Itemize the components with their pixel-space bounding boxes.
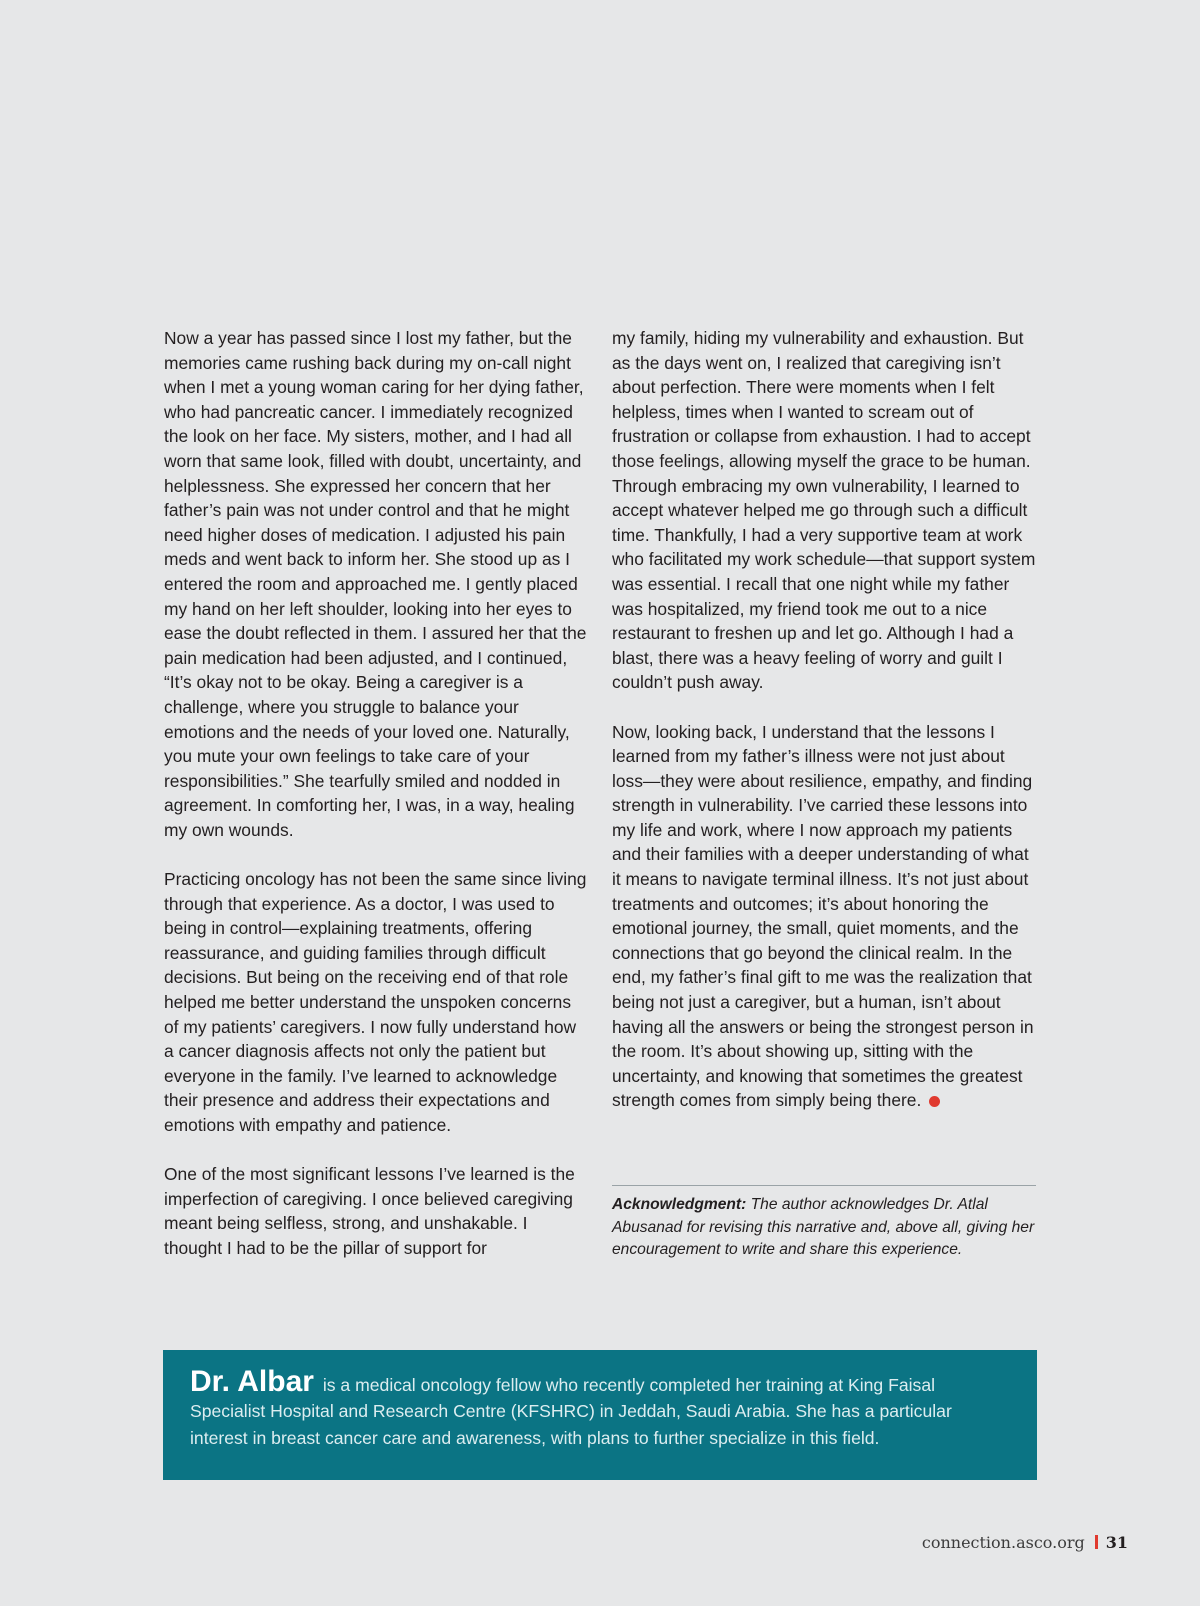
footer-site-url: connection.asco.org (921, 1533, 1085, 1552)
article-paragraph-final (612, 720, 1036, 1114)
article-paragraph: my family, hiding my vulnerability and exhaustion. But as the days went on, I realized that caregiving isn’t about perfection. There were moments when I felt helpless, times when I wanted to scream out of frustration or collapse from exhaustion. I had to accept those feelings, allowing myself the grace to be human. Through embracing my own vulnerability, I learned to accept whatever helped me go through such a difficult time. Thankfully, I had a very supportive team at work who facilitated my work schedule—that support system was essential. I recall that one night while my father was hospitalized, my friend took me out to a nice restaurant to freshen up and let go. Although I had a blast, there was a heavy feeling of worry and guilt I couldn’t push away. (612, 328, 1036, 693)
article-paragraph: One of the most significant lessons I’ve learned is the imperfection of caregiving. I once believed caregiving meant being selfless, strong, and unshakable. I thought I had to be the pillar of support for (164, 1164, 575, 1258)
article-paragraph: Practicing oncology has not been the same since living through that experience. As a doctor, I was used to being in control—explaining treatments, offering reassurance, and guiding families through difficult decisions. But being on the receiving end of that role helped me better understand the unspoken concerns of my patients’ caregivers. I now fully understand how a cancer diagnosis affects not only the patient but everyone in the family. I’ve learned to acknowledge their presence and address their expectations and emotions with empathy and patience. (164, 869, 587, 1135)
acknowledgment (612, 1194, 1036, 1262)
acknowledgment-text: The author acknowledges Dr. Atlal Abusanad for revising this narrative and, above all, giving her encouragement to write and share this experience. (612, 1196, 1035, 1259)
author-bio-text: is a medical oncology fellow who recently completed her training at King Faisal Specialist Hospital and Research Centre (KFSHRC) in Jeddah, Saudi Arabia. She has a particular interest in breast cancer care and awareness, with plans to further specialize in this field. (190, 1375, 952, 1448)
page-number: 31 (1105, 1533, 1128, 1552)
page-footer (922, 1533, 1128, 1552)
article-column-right (612, 326, 1036, 1138)
end-of-article-icon (929, 1096, 940, 1107)
author-bio-box (163, 1350, 1037, 1480)
article-column-left (164, 326, 588, 1285)
article-paragraph: Now a year has passed since I lost my father, but the memories came rushing back during my on-call night when I met a young woman caring for her dying father, who had pancreatic cancer. I immediately recognized the look on her face. My sisters, mother, and I had all worn that same look, filled with doubt, uncertainty, and helplessness. She expressed her concern that her father’s pain was not under control and that he might need higher doses of medication. I adjusted his pain meds and went back to inform her. She stood up as I entered the room and approached me. I gently placed my hand on her left shoulder, looking into her eyes to ease the doubt reflected in them. I assured her that the pain medication had been adjusted, and I continued, “It’s okay not to be okay. Being a caregiver is a challenge, where you struggle to balance your emotions and the needs of your loved one. Naturally, you mute your own feelings to take care of your responsibilities.” She tearfully smiled and nodded in agreement. In comforting her, I was, in a way, healing my own wounds. (164, 328, 587, 840)
acknowledgment-divider (612, 1185, 1036, 1186)
acknowledgment-label: Acknowledgment: (612, 1196, 747, 1213)
article-paragraph-text: Now, looking back, I understand that the lessons I learned from my father’s illness were not just about loss—they were about resilience, empathy, and finding strength in vulnerability. I’ve carried these lessons into my life and work, where I now approach my patients and their families with a deeper understanding of what it means to navigate terminal illness. It’s not just about treatments and outcomes; it’s about honoring the emotional journey, the small, quiet moments, and the connections that go beyond the clinical realm. In the end, my father’s final gift to me was the realization that being not just a caregiver, but a human, isn’t about having all the answers or being the strongest person in the room. It’s about showing up, sitting with the uncertainty, and knowing that sometimes the greatest strength comes from simply being there. (612, 721, 1034, 1111)
footer-separator (1095, 1535, 1098, 1549)
author-name: Dr. Albar (190, 1365, 314, 1398)
